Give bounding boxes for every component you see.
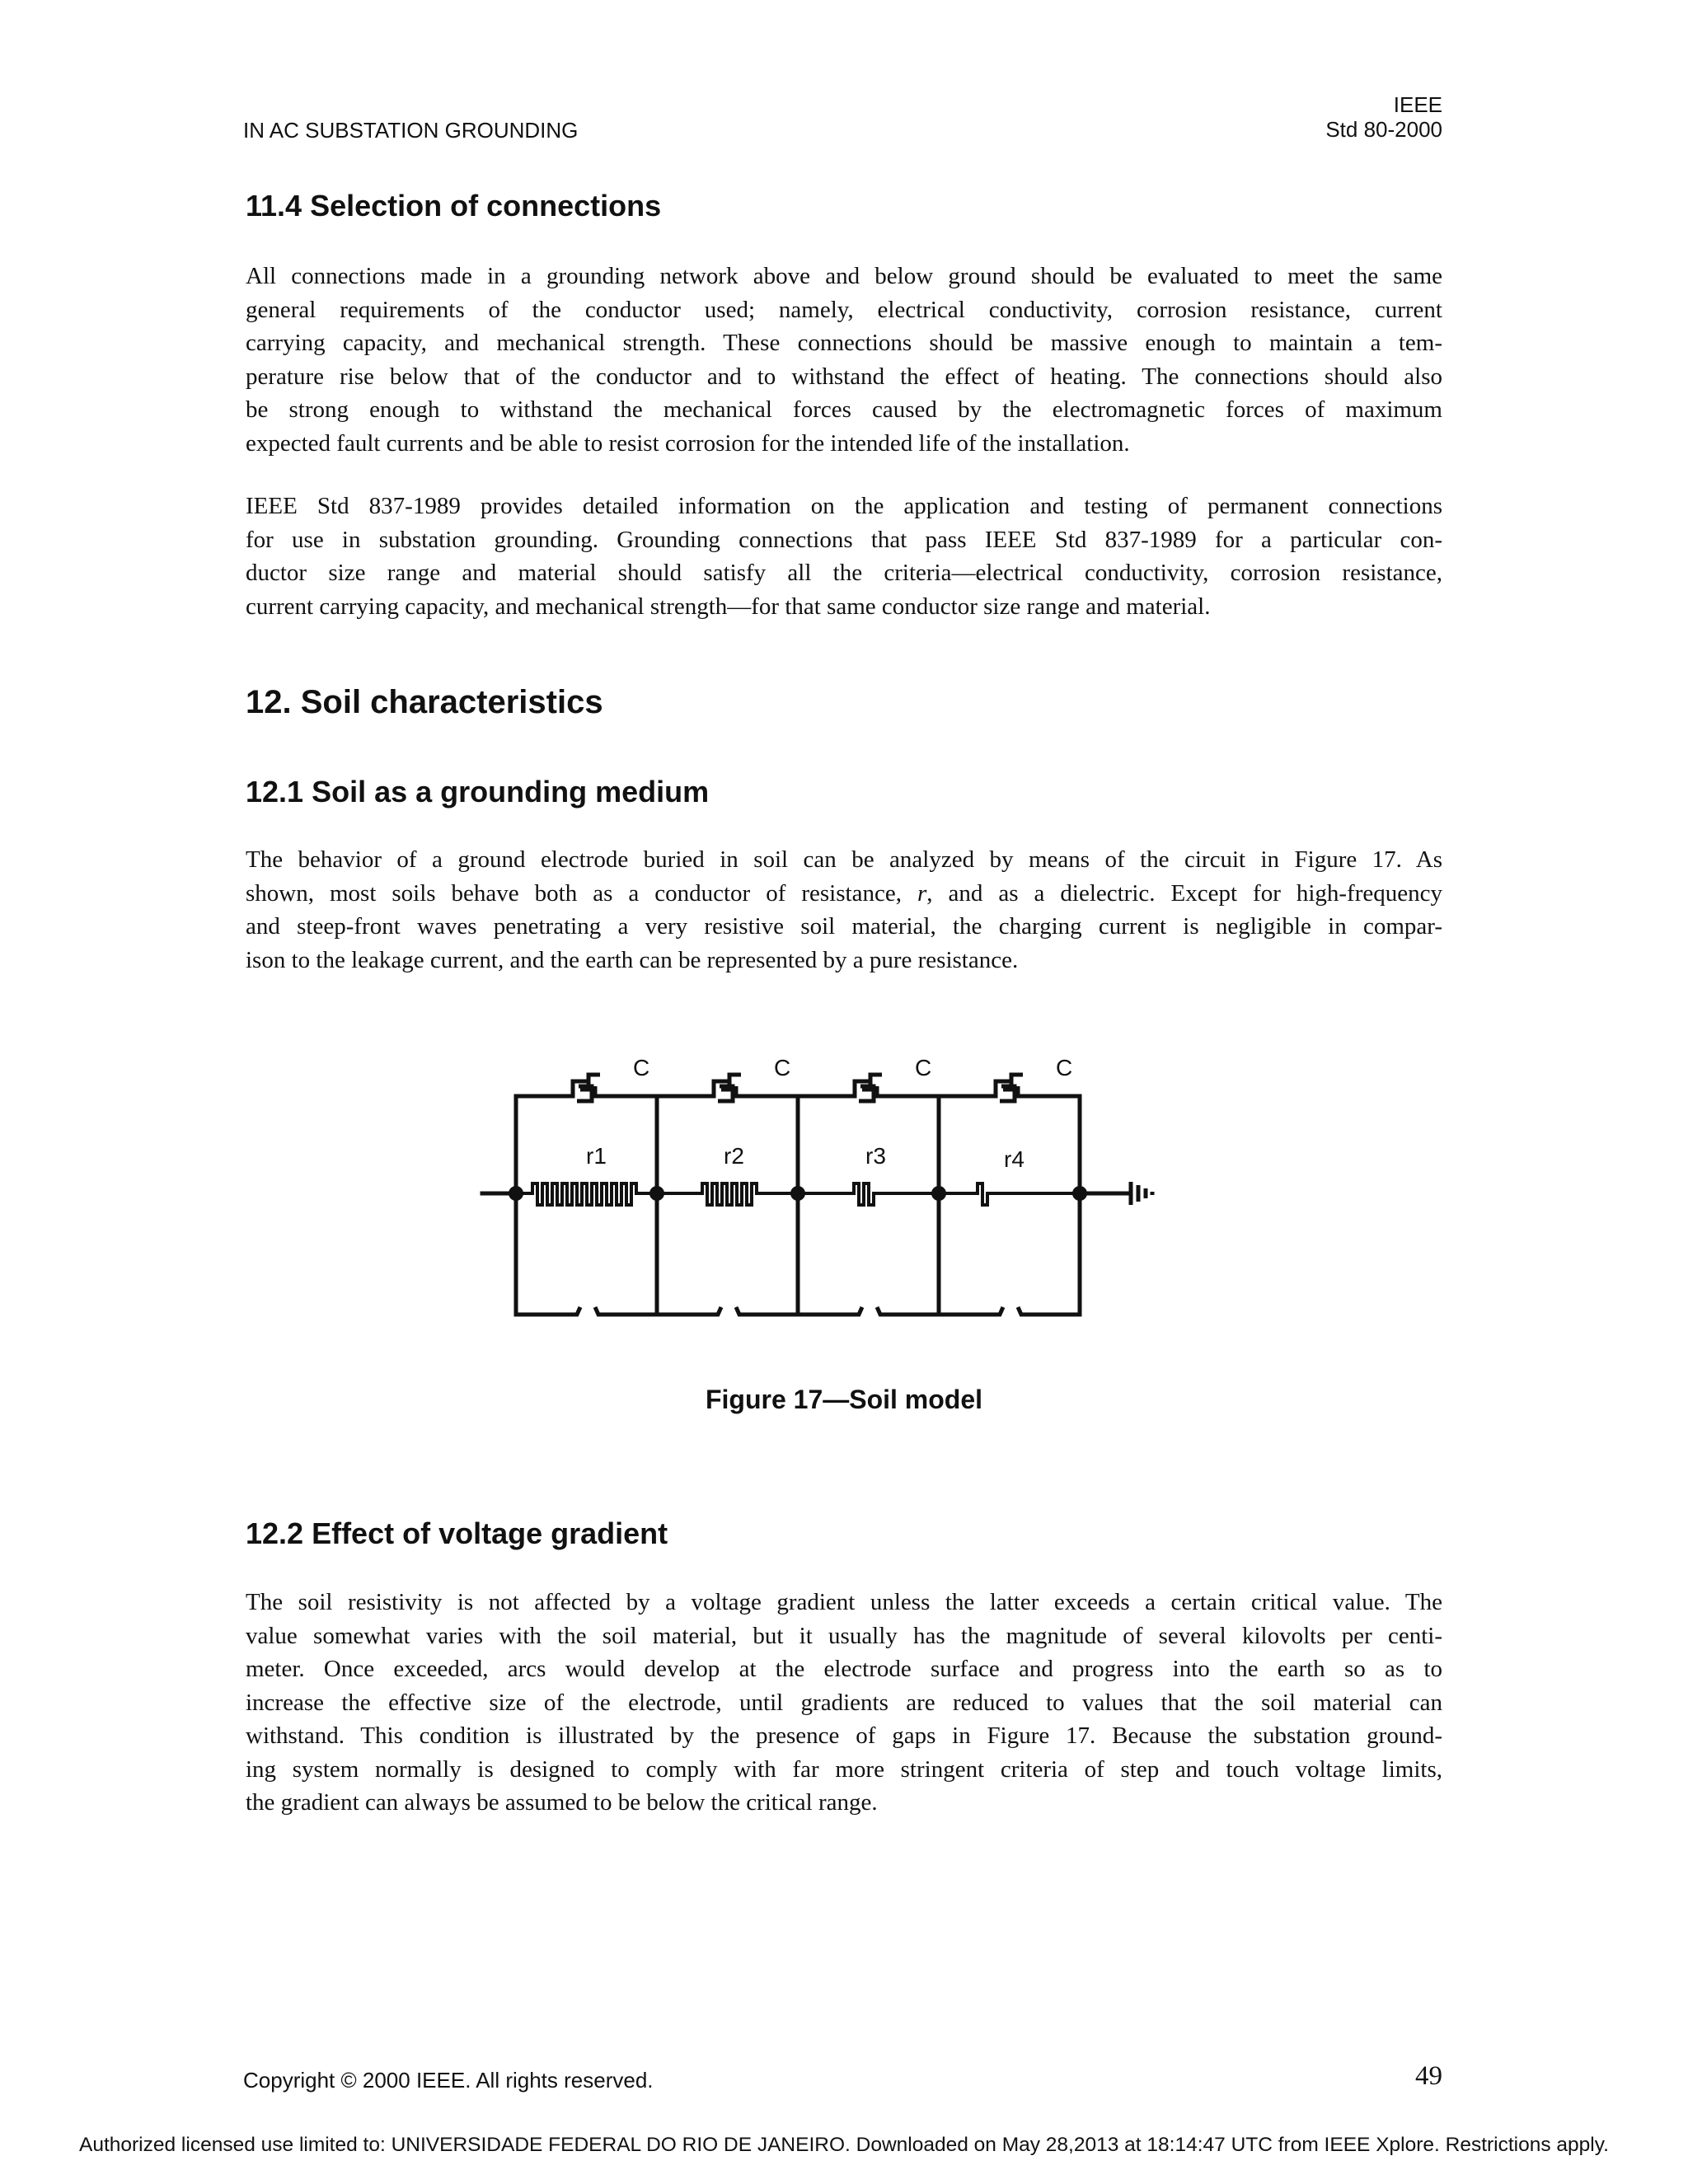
text-line: increase the effective size of the electrode, until gradients are reduced to values that the soil material can: [246, 1689, 1442, 1716]
text-line: perature rise below that of the conductor and to withstand the effect of heating. The connections should also: [246, 363, 1442, 390]
text-line: the gradient can always be assumed to be below the critical range.: [246, 1789, 878, 1816]
text-line: carrying capacity, and mechanical strength. These connections should be massive enough to maintain a tem-: [246, 330, 1442, 356]
capacitor-label: C: [915, 1055, 932, 1080]
figure-caption: Figure 17—Soil model: [705, 1385, 983, 1414]
junction-dot: [1072, 1186, 1087, 1201]
resistor-label: r2: [724, 1143, 744, 1169]
junction-dot: [649, 1186, 664, 1201]
heading-11-4: 11.4 Selection of connections: [246, 189, 662, 223]
text-line: The behavior of a ground electrode buried in soil can be analyzed by means of the circuit in Figure 17. As: [246, 846, 1442, 873]
resistor-r1: [516, 1183, 657, 1205]
soil-model-circuit-diagram: [462, 1038, 1170, 1335]
arc-gap-3: [798, 1307, 939, 1315]
text-line: IEEE Std 837-1989 provides detailed information on the application and testing of permanent connections: [246, 493, 1442, 519]
resistor-r2: [657, 1183, 798, 1205]
paragraph-11-4-1: [246, 260, 1442, 460]
paragraph-12-2: [246, 1586, 1442, 1820]
capacitor-label: C: [774, 1055, 791, 1080]
text-line: general requirements of the conductor used; namely, electrical conductivity, corrosion resistance, current: [246, 296, 1442, 323]
resistor-label: r4: [1004, 1146, 1025, 1172]
junction-dot: [790, 1186, 805, 1201]
text-line: for use in substation grounding. Grounding connections that pass IEEE Std 837-1989 for a particular con-: [246, 526, 1442, 553]
resistor-label: r1: [586, 1143, 607, 1169]
page-number: 49: [1415, 2061, 1442, 2091]
text-line: ductor size range and material should satisfy all the criteria—electrical conductivity, corrosion resistance,: [246, 560, 1442, 586]
running-header-title: IN AC SUBSTATION GROUNDING: [243, 118, 579, 143]
capacitor-label: C: [1056, 1055, 1073, 1080]
text-run: , and as a dielectric. Except for high-frequency: [926, 879, 1442, 907]
header-std-number: Std 80-2000: [1325, 117, 1442, 142]
header-ieee: IEEE: [1393, 92, 1442, 117]
text-line: expected fault currents and be able to resist corrosion for the intended life of the installation.: [246, 429, 1130, 457]
ground-icon: [1131, 1182, 1152, 1205]
junction-dot: [509, 1186, 523, 1201]
heading-12-1: 12.1 Soil as a grounding medium: [246, 775, 710, 808]
text-line: [246, 877, 1442, 911]
resistance-symbol: r: [917, 879, 927, 907]
paragraph-11-4-2: [246, 490, 1442, 623]
footer-copyright: Copyright © 2000 IEEE. All rights reserved.: [243, 2068, 654, 2093]
text-line: withstand. This condition is illustrated by the presence of gaps in Figure 17. Because the substation ground-: [246, 1722, 1442, 1749]
text-line: be strong enough to withstand the mechanical forces caused by the electromagnetic forces of maximum: [246, 396, 1442, 423]
running-header-standard: [1325, 92, 1442, 142]
text-line: value somewhat varies with the soil material, but it usually has the magnitude of several kilovolts per centi-: [246, 1622, 1442, 1649]
text-line: current carrying capacity, and mechanical strength—for that same conductor size range and material.: [246, 593, 1211, 620]
heading-12: 12. Soil characteristics: [246, 684, 603, 720]
junction-dot: [931, 1186, 946, 1201]
text-line: ison to the leakage current, and the earth can be represented by a pure resistance.: [246, 946, 1019, 973]
arc-gap-1: [516, 1307, 657, 1315]
heading-12-2: 12.2 Effect of voltage gradient: [246, 1516, 668, 1550]
text-line: The soil resistivity is not affected by a voltage gradient unless the latter exceeds a certain critical value. The: [246, 1589, 1442, 1615]
text-line: meter. Once exceeded, arcs would develop at the electrode surface and progress into the earth so as to: [246, 1656, 1442, 1682]
arc-gap-4: [939, 1307, 1080, 1315]
text-line: and steep-front waves penetrating a very resistive soil material, the charging current is negligible in compar-: [246, 913, 1442, 940]
arc-gap-2: [657, 1307, 798, 1315]
text-line: ing system normally is designed to comply with far more stringent criteria of step and touch voltage limits,: [246, 1755, 1442, 1783]
resistor-r4: [939, 1183, 1080, 1205]
capacitor-label: C: [633, 1055, 650, 1080]
resistor-label: r3: [865, 1143, 886, 1169]
license-notice: Authorized licensed use limited to: UNIVERSIDADE FEDERAL DO RIO DE JANEIRO. Downloaded on May 28,2013 at 18:14:47 UTC from IEEE Xplore. Restrictions apply.: [79, 2134, 1609, 2156]
paragraph-12-1: [246, 843, 1442, 977]
text-run: shown, most soils behave both as a conductor of resistance,: [246, 879, 917, 907]
resistor-r3: [798, 1183, 939, 1205]
text-line: All connections made in a grounding network above and below ground should be evaluated to meet the same: [246, 263, 1442, 289]
